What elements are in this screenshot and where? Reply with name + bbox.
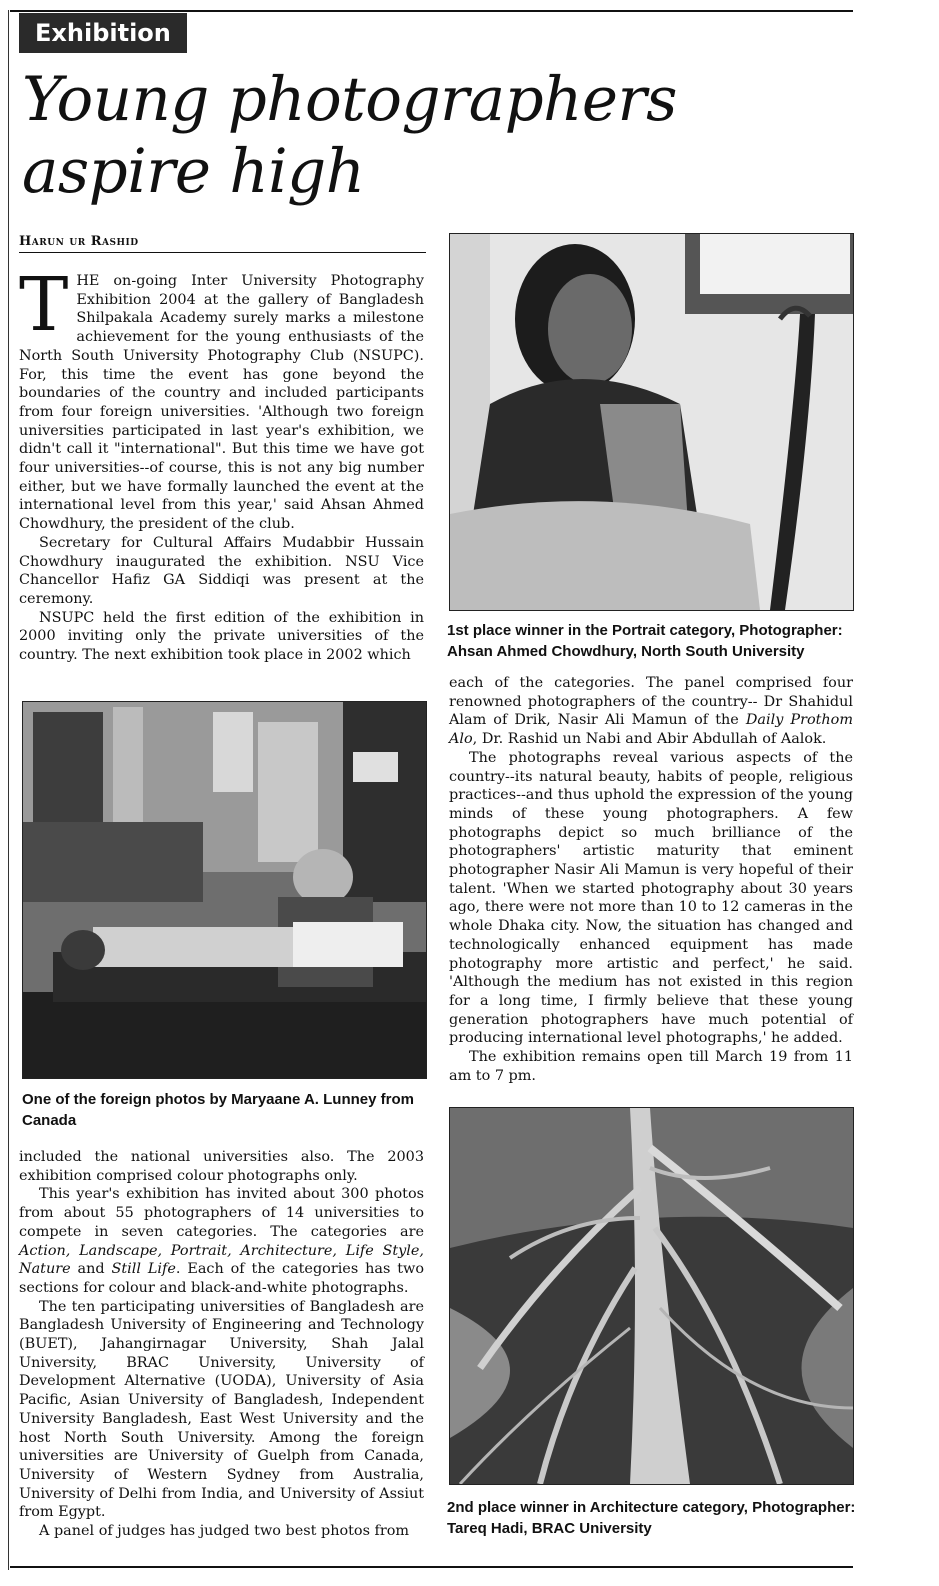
article-column-1-top xyxy=(19,262,424,665)
left-rule xyxy=(8,10,9,1570)
foreign-photo-caption: One of the foreign photos by Maryaane A. Lunney from Canada xyxy=(22,1091,414,1129)
article-paragraph: The exhibition remains open till March 19 from 11 am to 7 pm. xyxy=(449,1049,853,1084)
foreign-photo xyxy=(22,701,427,1079)
article-paragraph: included the national universities also. The 2003 exhibition comprised colour photographs only. xyxy=(19,1149,424,1184)
article-paragraph: Secretary for Cultural Affairs Mudabbir Hussain Chowdhury inaugurated the exhibition. NSU Vice Chancellor Hafiz GA Siddiqi was present at the ceremony. xyxy=(19,534,424,607)
article-paragraph: THE on-going Inter University Photography Exhibition 2004 at the gallery of Bangladesh Shilpakala Academy surely marks a milestone achievement for the young enthusiasts of the North South University Photography Club (NSUPC). For, this time the event has gone beyond the boundaries of the country and included participants from four foreign universities. 'Although two foreign universities participated in last year's exhibition, we didn't call it "international". But this time we have got four universities--of course, this is not any big number either, but we have formally launched the event at the international level from this year,' said Ahsan Ahmed Chowdhury, the president of the club. xyxy=(19,262,424,533)
article-paragraph: NSUPC held the first edition of the exhibition in 2000 inviting only the private universities of the country. The next exhibition took place in 2002 which xyxy=(19,609,424,664)
article-column-2 xyxy=(449,674,853,1085)
bottom-rule xyxy=(10,1566,853,1568)
article-paragraph: A panel of judges has judged two best photos from xyxy=(39,1523,410,1540)
byline: Harun ur Rashid xyxy=(19,234,426,253)
article-paragraph: The ten participating universities of Bangladesh are Bangladesh University of Engineering and Technology (BUET), Jahangirnagar University, Shah Jalal University, BRAC University, University of Development Alternative (UODA), University of Asia Pacific, Asian University of Bangladesh, Independent University Bangladesh, East West University and the host North South University. Among the foreign universities are University of Guelph from Canada, University of Western Sydney from Australia, University of Delhi from India, and University of Assiut from Egypt. xyxy=(19,1298,424,1521)
article-paragraph: This year's exhibition has invited about 300 photos from about 55 photographers of 14 universities to compete in seven categories. The categories are Action, Landscape, Portrait, Architecture, Life Style, Nature and Still Life. Each of the categories has two sections for colour and black-and-white photographs. xyxy=(19,1186,425,1296)
headline: Young photographers aspire high xyxy=(22,64,677,207)
article-column-1-bottom xyxy=(19,1148,424,1541)
top-rule xyxy=(10,10,853,12)
portrait-winner-caption: 1st place winner in the Portrait category, Photographer: Ahsan Ahmed Chowdhury, North South University xyxy=(447,622,843,660)
portrait-winner-photo xyxy=(449,233,854,611)
architecture-winner-caption: 2nd place winner in Architecture category, Photographer: Tareq Hadi, BRAC University xyxy=(447,1499,856,1537)
architecture-winner-photo xyxy=(449,1107,854,1485)
article-paragraph: The photographs reveal various aspects of the country--its natural beauty, habits of people, religious practices--and thus uphold the expression of the young minds of these young photographers. A few photographs depict so much brilliance of the photographers' artistic maturity that eminent photographer Nasir Ali Mamun is very hopeful of their talent. 'When we started photography about 30 years ago, there were not more than 10 to 12 cameras in the whole Dhaka city. Now, the situation has changed and technologically enhanced equipment has made photography more artistic and perfect,' he said. 'Although the medium has not existed in this region for a long time, I firmly believe that these young generation photographers have much potential of producing international level photographs,' he added. xyxy=(449,749,853,1047)
drop-cap: T xyxy=(19,262,69,348)
section-label: Exhibition xyxy=(19,13,187,53)
article-paragraph: each of the categories. The panel comprised four renowned photographers of the country-- Dr Shahidul Alam of Drik, Nasir Ali Mamun of the Daily Prothom Alo, Dr. Rashid un Nabi and Abir Abdullah of Aalok. xyxy=(449,675,853,748)
